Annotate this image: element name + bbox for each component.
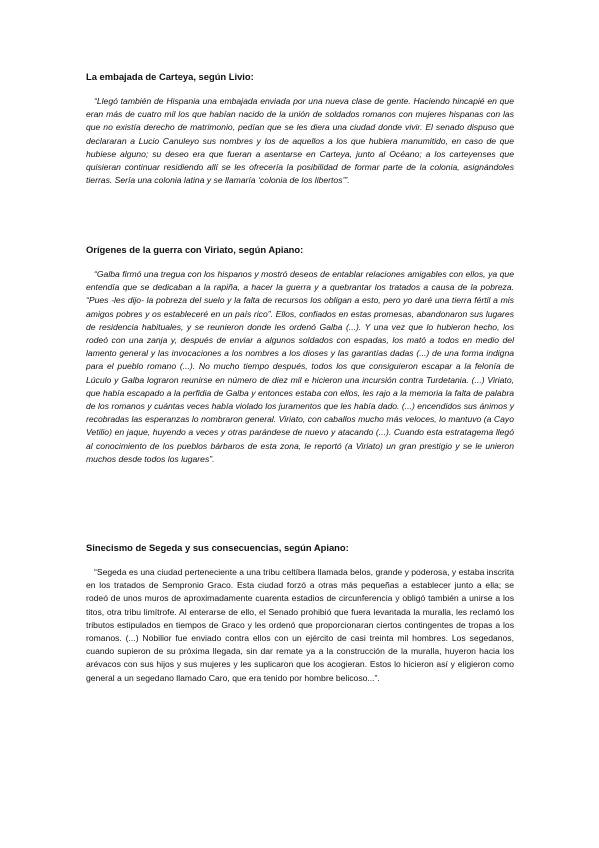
- section-carteya: [86, 71, 514, 187]
- section-heading: Orígenes de la guerra con Viriato, según Apiano:: [86, 244, 304, 255]
- quote-paragraph: “Llegó también de Hispania una embajada enviada por una nueva clase de gente. Haciendo hincapié en que eran más de cuatro mil los que habían nacido de la unión de soldados romanos con mujeres hispanas con las que no existía derecho de matrimonio, pedían que se les diera una ciudad donde vivir. El senado dispuso que declararan a Lucio Canuleyo sus nombres y los de aquellos a los que hubiera manumitido, en caso de que hubiese alguno; su deseo era que fueran a asentarse en Carteya, junto al Océano; a los carteyenses que quisieran continuar residiendo allí se les ofrecería la posibilidad de formar parte de la colonia, asignándoles tierras. Sería una colonia latina y se llamaría ‘colonia de los libertos’”.: [86, 96, 514, 186]
- section-segeda: [86, 542, 514, 685]
- quote-paragraph: “Segeda es una ciudad perteneciente a una tribu celtíbera llamada belos, grande y poderosa, y estaba inscrita en los tratados de Sempronio Graco. Esta ciudad forzó a otras más pequeñas a establecer junto a ella; se rodeó de unos muros de aproximadamente cuarenta estadios de circunferencia y obligó también a unirse a los titos, otra tribu limítrofe. Al enterarse de ello, el Senado prohibió que fuera levantada la muralla, les reclamó los tributos estipulados en tiempos de Graco y les ordenó que proporcionaran ciertos contingentes de tropas a los romanos. (...) Nobilior fue enviado contra ellos con un ejército de casi treinta mil hombres. Los segedanos, cuando supieron de su próxima llegada, sin dar remate ya a la construcción de la muralla, huyeron hacia los arévacos con sus hijos y sus mujeres y les suplicaron que los acogieran. Estos lo hicieron así y eligieron como general a un segedano llamado Caro, que era tenido por hombre belicoso...”.: [86, 567, 514, 683]
- quote-paragraph: “Galba firmó una tregua con los hispanos y mostró deseos de entablar relaciones amigables con ellos, ya que entendía que se dedicaban a la rapiña, a hacer la guerra y a quebrantar los tratados a causa de la pobreza. “Pues -les dijo- la pobreza del suelo y la falta de recursos los obligan a esto, pero yo daré una tierra fértil a mis amigos pobres y os estableceré en un país rico”. Ellos, confiados en estas promesas, abandonaron sus lugares de residencia habituales, y se reunieron donde les ordenó Galba (...). Y una vez que lo hubieron hecho, los rodeó con una zanja y, después de enviar a algunos soldados con espadas, los mató a todos en medio del lamento general y las invocaciones a los nombres a los dioses y las garantías dadas (...) de una forma indigna para el pueblo romano (...). No mucho tiempo después, todos los que consiguieron escapar a la felonía de Lúculo y Galba lograron reunirse en número de diez mil e hicieron una incursión contra Turdetania. (...) Viriato, que había escapado a la perfidia de Galba y entonces estaba con ellos, les rajo a la memoria la falta de palabra de los romanos y cuántas veces había violado los juramentos que les había dado. (...) encendidos sus ánimos y recobradas las esperanzas lo nombraron general. Viriato, con caballos mucho más veloces, lo mantuvo (a Cayo Vetilio) en jaque, huyendo a veces y otras parándese de nuevo y atacando (...). Cuando esta estratagema llegó al conocimiento de los pueblos bárbaros de esta zona, le reportó (a Viriato) un gran prestigio y se le unieron muchos desde todos los lugares”.: [86, 269, 514, 464]
- section-heading: Sinecismo de Segeda y sus consecuencias, según Apiano:: [86, 542, 349, 553]
- section-heading: La embajada de Carteya, según Livio:: [86, 71, 254, 82]
- section-viriato: [86, 244, 514, 466]
